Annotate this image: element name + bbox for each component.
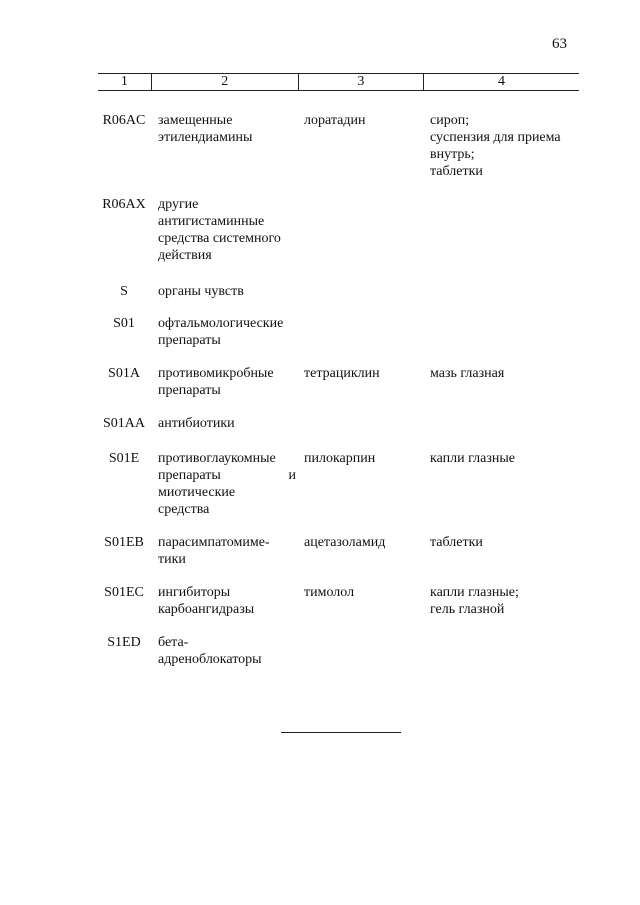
footer-rule (281, 732, 401, 733)
dosage-form: капли глазные; гель глазной (430, 585, 519, 617)
header-col-1: 1 (120, 74, 128, 89)
header-col-4: 4 (423, 74, 579, 90)
dosage-form: капли глазные (430, 451, 515, 466)
atc-code: R06AC (102, 113, 146, 128)
group-name: ингибиторы карбоангидразы (158, 585, 255, 617)
group-name: офтальмологические препараты (158, 316, 284, 348)
page-number: 63 (552, 36, 567, 52)
atc-code: S01EB (104, 535, 144, 550)
drug-name: тимолол (304, 585, 355, 600)
atc-code: S (120, 284, 128, 299)
atc-code: R06AX (102, 197, 146, 212)
atc-code: S01E (108, 451, 140, 466)
atc-code: S01A (108, 366, 140, 381)
atc-code: S01AA (102, 416, 145, 431)
atc-code: S1ED (107, 635, 141, 650)
group-name: парасимпатомиме- тики (158, 535, 270, 567)
group-name: замещенные этилендиамины (158, 113, 253, 145)
atc-code: S01 (113, 316, 135, 331)
group-name: противомикробные препараты (158, 366, 274, 398)
dosage-form: мазь глазная (430, 366, 505, 381)
table-header (98, 73, 579, 91)
header-col-3: 3 (298, 74, 423, 90)
header-col-2: 2 (151, 74, 298, 90)
dosage-form: таблетки (430, 535, 483, 550)
group-name: антибиотики (158, 416, 235, 431)
group-name: другие антигистаминные средства системного действия (158, 197, 281, 263)
drug-name: тетрациклин (304, 366, 380, 381)
drug-name: ацетазоламид (304, 535, 386, 550)
group-name: органы чувств (158, 284, 244, 299)
atc-code: S01EC (104, 585, 144, 600)
drug-name: лоратадин (304, 113, 366, 128)
group-name: противоглаукомные препараты и миотические средства (158, 451, 296, 517)
drug-name: пилокарпин (304, 451, 376, 466)
group-name: бета- адреноблокаторы (158, 635, 262, 667)
dosage-form: сироп; суспензия для приема внутрь; таблетки (430, 113, 561, 179)
